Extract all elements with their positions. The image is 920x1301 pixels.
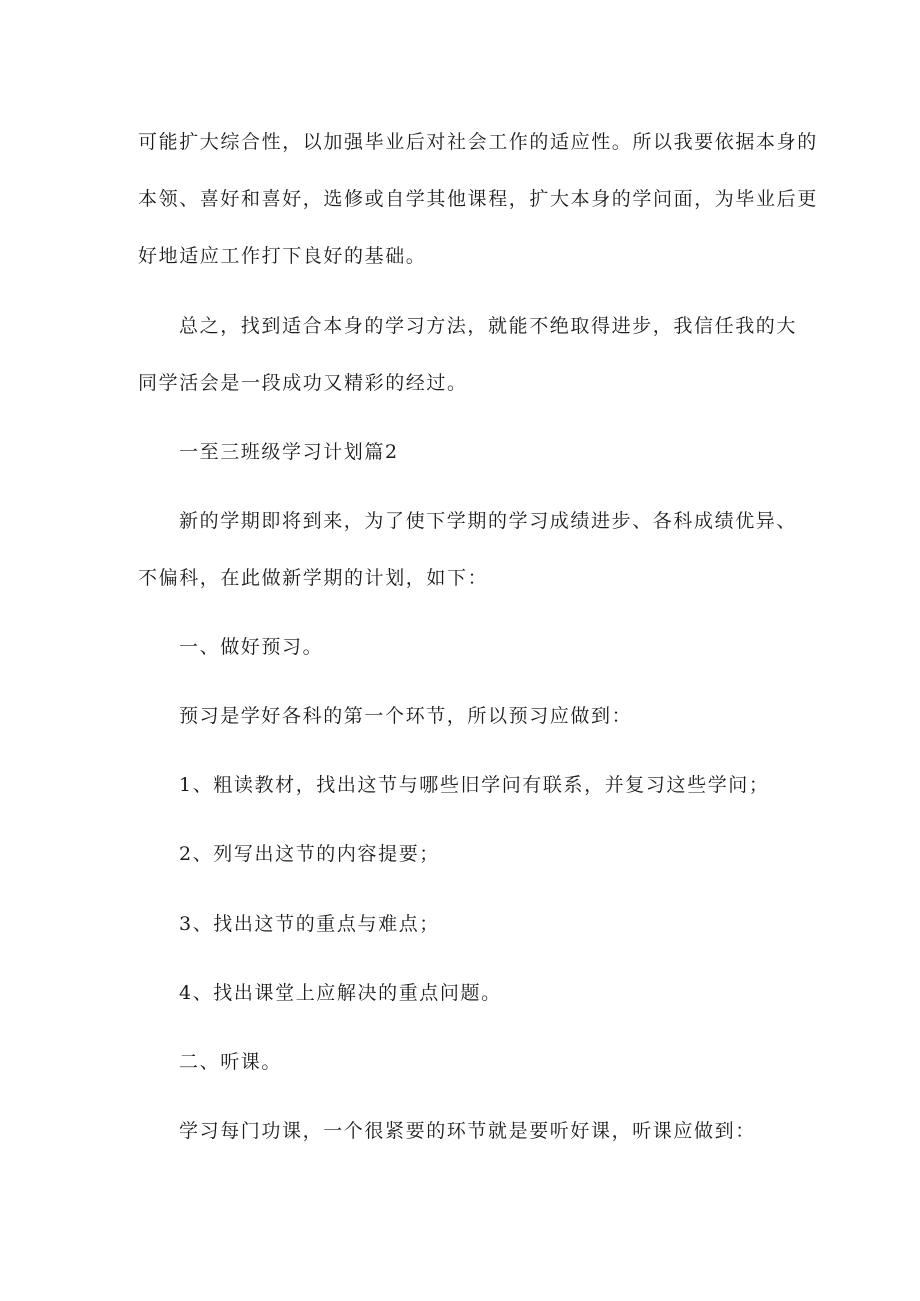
paragraph-line: 预习是学好各科的第一个环节，所以预习应做到： <box>179 705 633 727</box>
paragraph-line: 新的学期即将到来，为了使下学期的学习成绩进步、各科成绩优异、 <box>179 510 798 532</box>
list-item: 3、找出这节的重点与难点； <box>179 913 440 935</box>
subheading: 二、听课。 <box>179 1051 283 1073</box>
list-item: 4、找出课堂上应解决的重点问题。 <box>179 982 502 1004</box>
paragraph-line: 好地适应工作打下良好的基础。 <box>138 245 427 267</box>
subheading: 一、做好预习。 <box>179 636 324 658</box>
paragraph-line: 可能扩大综合性，以加强毕业后对社会工作的适应性。所以我要依据本身的 <box>138 131 818 153</box>
paragraph-line: 同学活会是一段成功又精彩的经过。 <box>138 372 468 394</box>
section-heading: 一至三班级学习计划篇2 <box>179 441 399 463</box>
paragraph-line: 总之，找到适合本身的学习方法，就能不绝取得进步，我信任我的大 <box>179 315 798 337</box>
list-item: 2、列写出这节的内容提要； <box>179 843 440 865</box>
paragraph-line: 本领、喜好和喜好，选修或自学其他课程，扩大本身的学问面，为毕业后更 <box>138 188 818 210</box>
list-item: 1、粗读教材，找出这节与哪些旧学问有联系，并复习这些学问； <box>179 774 770 796</box>
paragraph-line: 学习每门功课，一个很紧要的环节就是要听好课，听课应做到： <box>179 1120 756 1142</box>
paragraph-line: 不偏科，在此做新学期的计划，如下： <box>138 567 489 589</box>
